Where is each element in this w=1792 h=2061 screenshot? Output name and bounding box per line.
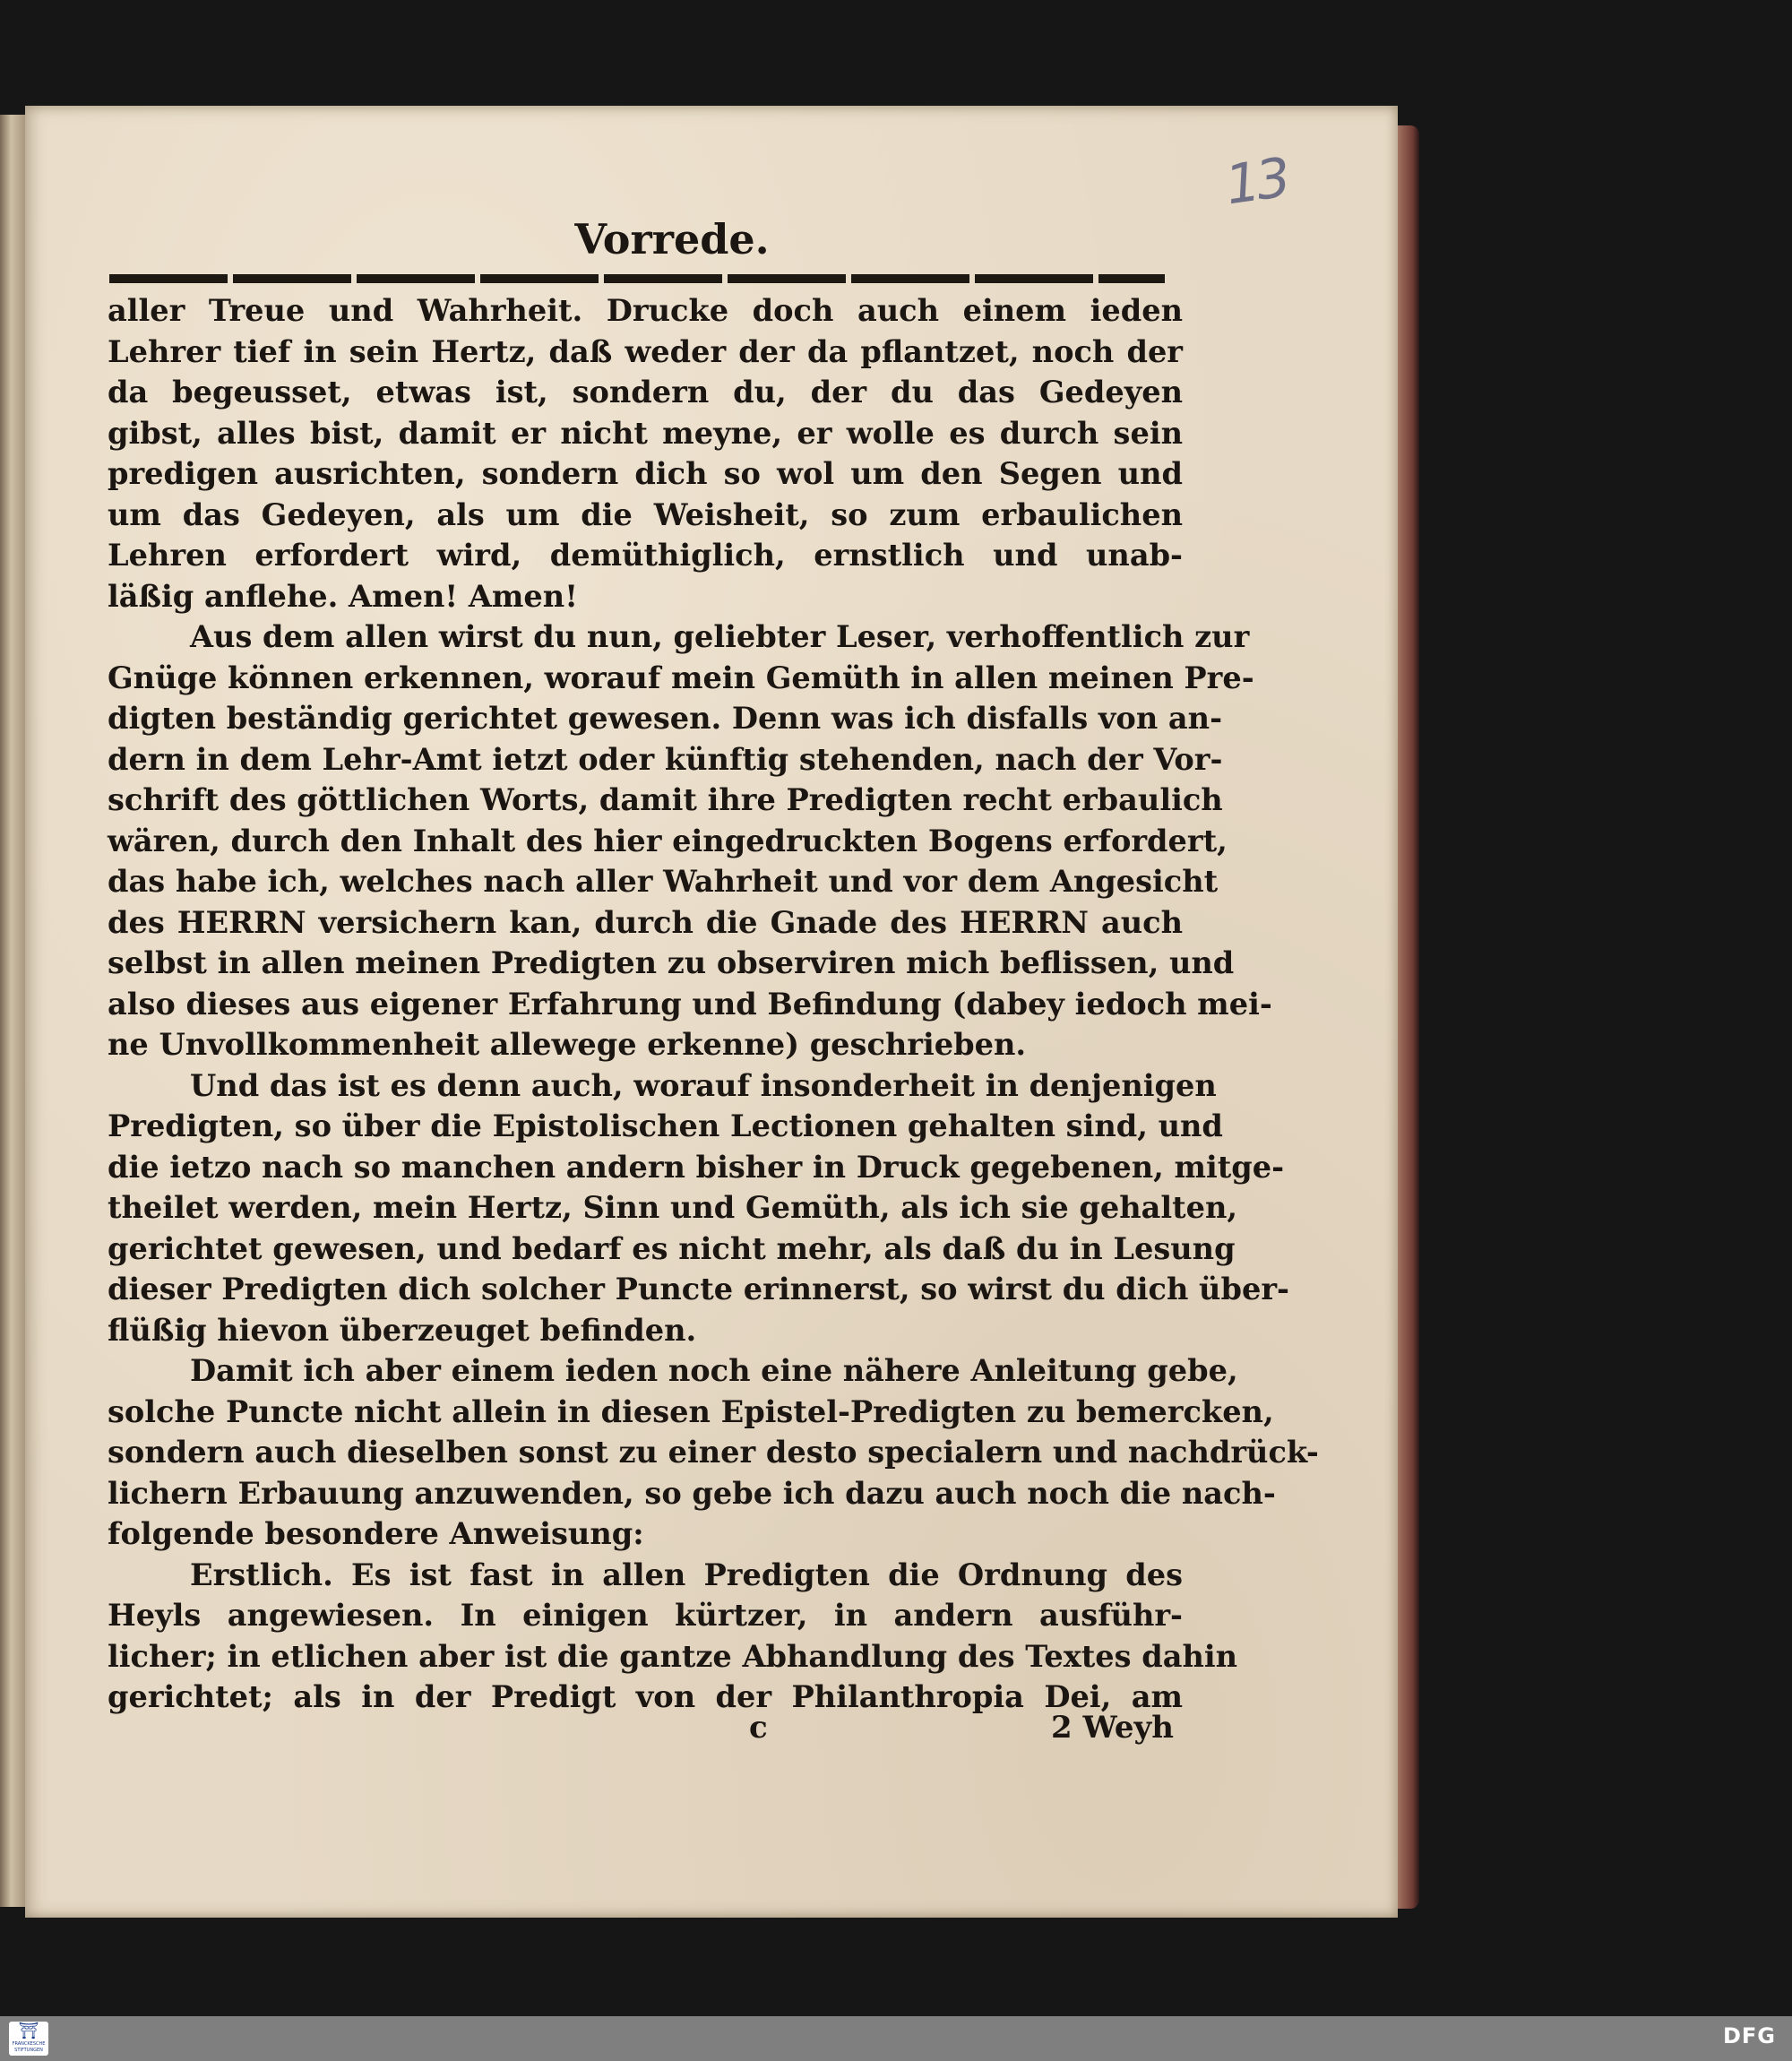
running-head: Vorrede. — [574, 215, 770, 263]
text-line: theilet werden, mein Hertz, Sinn und Gemüth, als ich sie gehalten, — [108, 1189, 1238, 1225]
text-line: selbst in allen meinen Predigten zu observiren mich beflissen, und — [108, 944, 1235, 980]
viewer-footer-bar — [0, 2016, 1792, 2061]
text-line: Heyls angewiesen. In einigen kürtzer, in andern ausführ- — [108, 1597, 1183, 1633]
text-line: Predigten, so über die Epistolischen Lectionen gehalten sind, und — [108, 1108, 1223, 1143]
text-line: Damit ich aber einem ieden noch eine nähere Anleitung gebe, — [190, 1352, 1238, 1388]
head-rule — [109, 274, 1165, 283]
text-line: Gnüge können erkennen, worauf mein Gemüth in allen meinen Pre- — [108, 659, 1254, 695]
text-line: Und das ist es denn auch, worauf insonderheit in denjenigen — [190, 1066, 1217, 1103]
text-line: des HERRN versichern kan, durch die Gnade des HERRN auch — [108, 903, 1183, 940]
text-line: aller Treue und Wahrheit. Drucke doch auch einem ieden — [108, 292, 1183, 328]
page-foot — [108, 1710, 1183, 1763]
text-line: um das Gedeyen, als um die Weisheit, so zum erbaulichen — [108, 496, 1183, 532]
text-line: gerichtet gewesen, und bedarf es nicht mehr, als daß du in Lesung — [108, 1229, 1236, 1266]
body-text — [108, 290, 1319, 1718]
text-line: da begeusset, etwas ist, sondern du, der du das Gedeyen — [108, 374, 1183, 410]
text-line: gerichtet; als in der Predigt von der Philanthropia Dei, am — [108, 1678, 1183, 1714]
text-line: sondern auch dieselben sonst zu einer desto specialern und nachdrück- — [108, 1434, 1319, 1470]
handwritten-folio-number: 13 — [1221, 146, 1291, 218]
text-line: Lehrer tief in sein Hertz, daß weder der da pflantzet, noch der — [108, 332, 1183, 369]
footer-logo-left-label: FRANCKESCHE STIFTUNGEN — [12, 2041, 46, 2053]
text-line: Erstlich. Es ist fast in allen Predigten die Ordnung des — [190, 1556, 1183, 1592]
text-line: schrift des göttlichen Worts, damit ihre Predigten recht erbaulich — [108, 781, 1223, 817]
text-line: solche Puncte nicht allein in diesen Epistel-Predigten zu bemercken, — [108, 1393, 1274, 1429]
building-icon: ⛩ — [18, 2022, 39, 2040]
text-line: dieser Predigten dich solcher Puncte erinnerst, so wirst du dich über- — [108, 1271, 1289, 1306]
previous-page-edge — [0, 115, 25, 1907]
catchword: 2 Weyh — [1050, 1710, 1174, 1746]
signature-mark: c — [749, 1710, 768, 1746]
text-line: flüßig hievon überzeuget befinden. — [108, 1311, 697, 1348]
text-line: ne Unvollkommenheit allewege erkenne) geschrieben. — [108, 1026, 1027, 1062]
text-line: Lehren erfordert wird, demüthiglich, ernstlich und unab- — [108, 537, 1183, 573]
text-line: gibst, alles bist, damit er nicht meyne, er wolle es durch sein — [108, 414, 1183, 451]
dfg-logo[interactable]: DFG — [1722, 2023, 1776, 2048]
text-line: lichern Erbauung anzuwenden, so gebe ich dazu auch noch die nach- — [108, 1474, 1276, 1511]
text-line: die ietzo nach so manchen andern bisher in Druck gegebenen, mitge- — [108, 1148, 1285, 1185]
text-line: also dieses aus eigener Erfahrung und Befindung (dabey iedoch mei- — [108, 985, 1272, 1022]
text-line: wären, durch den Inhalt des hier eingedruckten Bogens erfordert, — [108, 822, 1228, 858]
text-line: predigen ausrichten, sondern dich so wol um den Segen und — [108, 455, 1183, 491]
text-line: das habe ich, welches nach aller Wahrheit und vor dem Angesicht — [108, 863, 1219, 899]
text-line: folgende besondere Anweisung: — [108, 1515, 644, 1551]
text-line: Aus dem allen wirst du nun, geliebter Leser, verhoffentlich zur — [190, 618, 1250, 654]
text-line: dern in dem Lehr-Amt ietzt oder künftig stehenden, nach der Vor- — [108, 740, 1223, 777]
franckesche-stiftungen-logo[interactable] — [9, 2022, 48, 2056]
text-line: läßig anflehe. Amen! Amen! — [108, 577, 578, 614]
text-line: digten beständig gerichtet gewesen. Denn was ich disfalls von an- — [108, 700, 1223, 736]
text-line: licher; in etlichen aber ist die gantze Abhandlung des Textes dahin — [108, 1637, 1238, 1674]
